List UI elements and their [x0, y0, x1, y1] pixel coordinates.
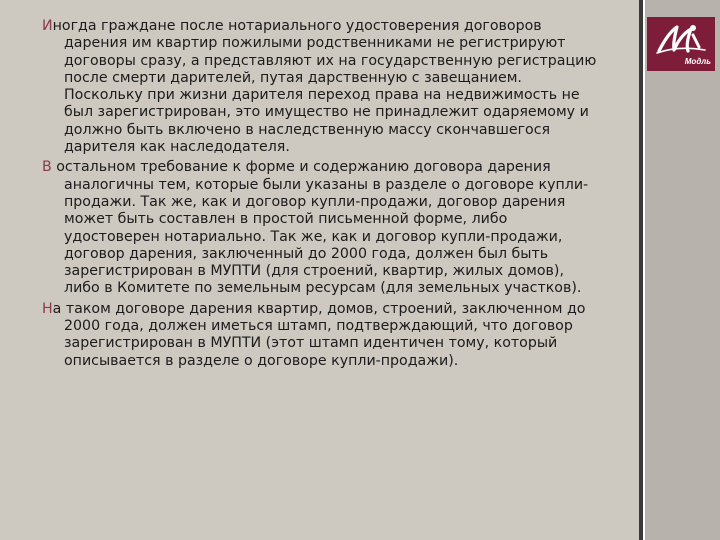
logo-caption: Модль [684, 57, 711, 66]
brand-logo [647, 17, 715, 71]
paragraph-2-initial: В [42, 159, 52, 176]
paragraph-1 [42, 18, 602, 156]
paragraph-3-text: а таком договоре дарения квартир, домов, строений, заключенном до 2000 года, должен иметься штамп, подтверждающий, что договор зарегистрирован в МУПТИ (этот штамп идентичен тому, который описывается в разделе о договоре купли-продажи). [52, 300, 586, 369]
paragraph-1-text: ногда граждане после нотариального удостоверения договоров дарения им квартир пожилыми родственниками не регистрируют договоры сразу, а представляют их на государственную регистрацию после смерти дарителей, путая дарственную с завещанием. Поскольку при жизни дарителя переход права на недвижимость не был зарегистрирован, это имущество не принадлежит одаряемому и должно быть включено в наследственную массу скончавшегося дарителя как наследодателя. [52, 18, 597, 156]
sidebar-divider-highlight [643, 0, 645, 540]
paragraph-3 [42, 301, 602, 370]
paragraph-2-text: остальном требование к форме и содержанию договора дарения аналогичны тем, которые были указаны в разделе о договоре купли-продажи. Так же, как и договор купли-продажи, договор дарения может быть составлен в простой письменной форме, либо удостоверен нотариально. Так же, как и договор купли-продажи, договор дарения, заключенный до 2000 года, должен был быть зарегистрирован в МУПТИ (для строений, квартир, жилых домов), либо в Комитете по земельным ресурсам (для земельных участков). [51, 159, 589, 297]
paragraph-2 [42, 159, 602, 297]
slide-body-text [42, 18, 602, 373]
right-sidebar [643, 0, 720, 540]
paragraph-1-initial: И [42, 18, 53, 34]
paragraph-3-initial: Н [42, 300, 53, 317]
